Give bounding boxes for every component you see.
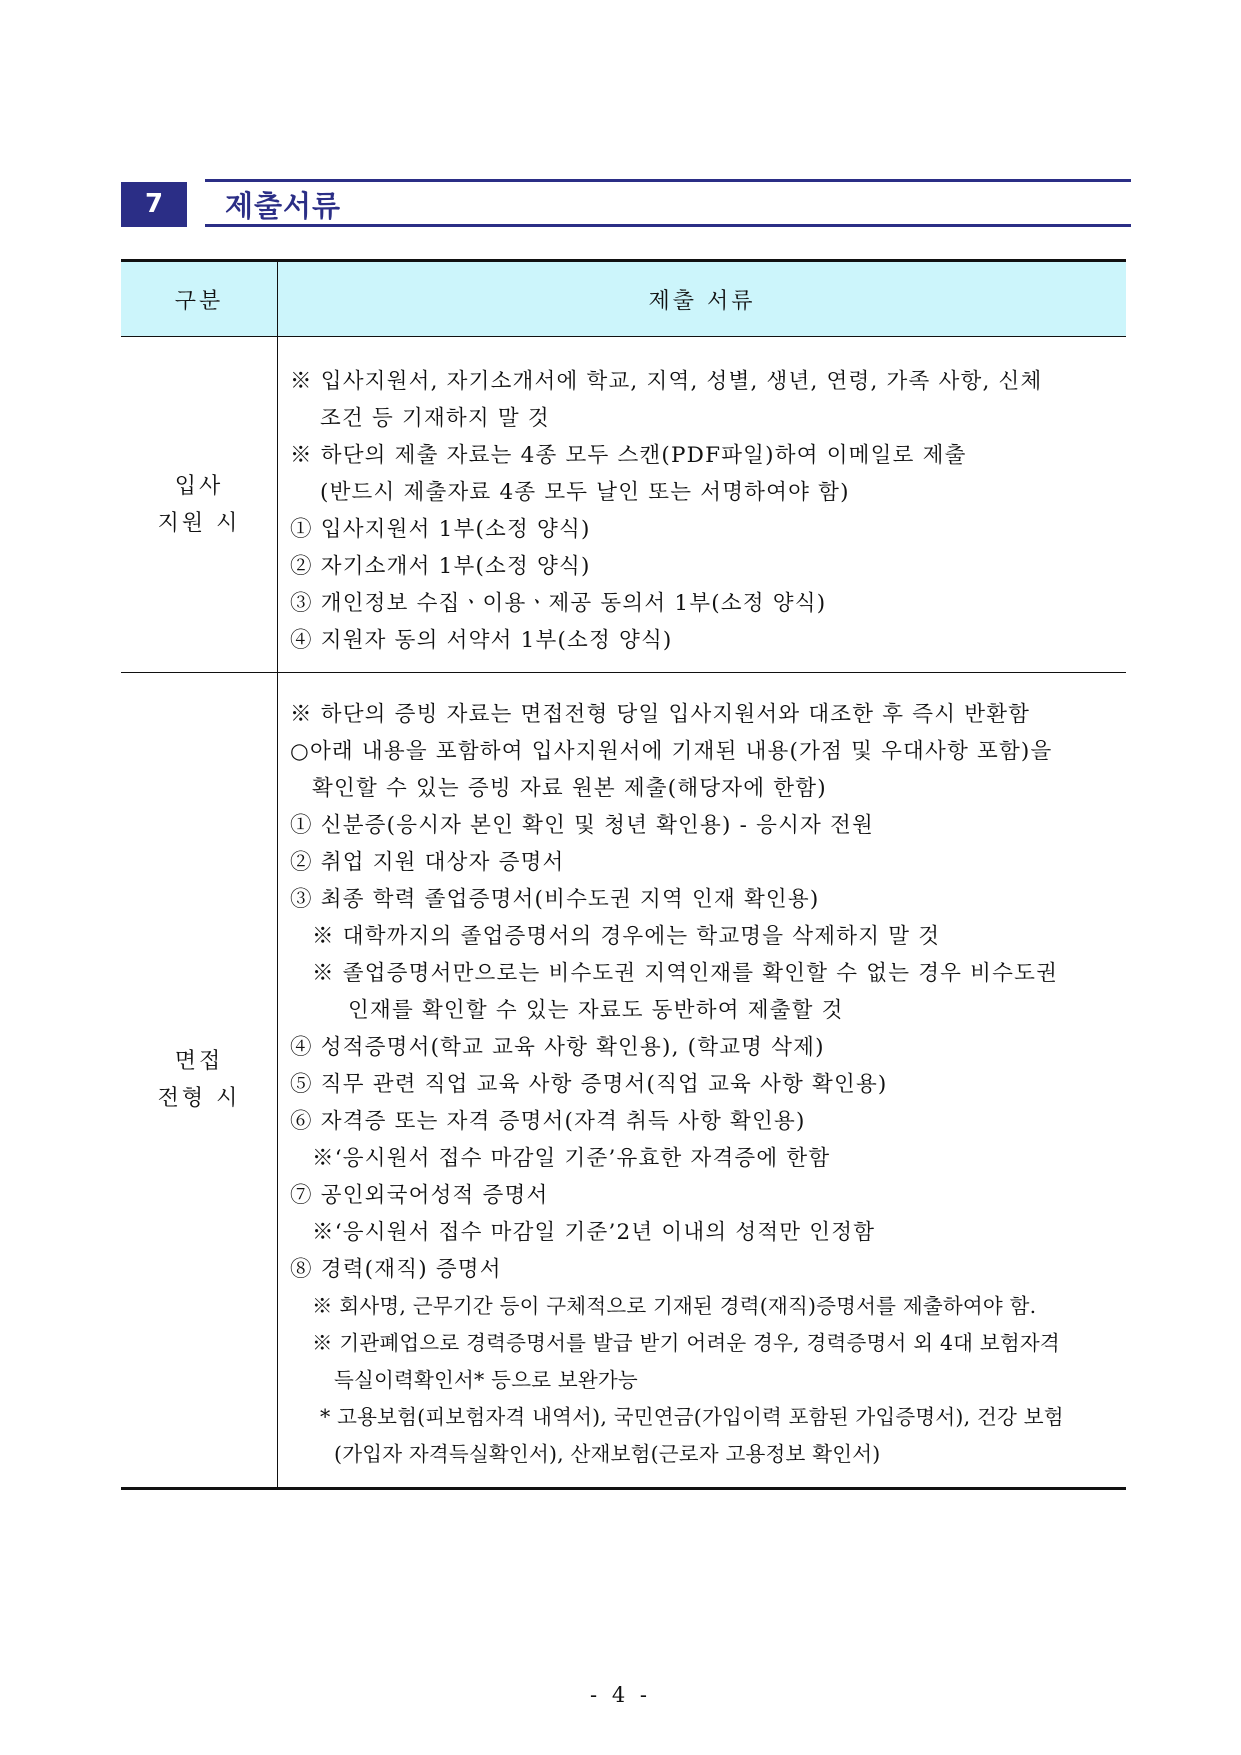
category-line: 지원 시 — [157, 510, 241, 536]
doc-line: ※ 입사지원서, 자기소개서에 학교, 지역, 성별, 생년, 연령, 가족 사항, 신체 — [290, 368, 1043, 394]
category-line: 면접 — [174, 1049, 224, 1074]
doc-line: ※ 하단의 제출 자료는 4종 모두 스캔(PDF파일)하여 이메일로 제출 — [290, 442, 967, 468]
doc-line: 득실이력확인서* 등으로 보완가능 — [334, 1367, 638, 1392]
page-number: - 4 - — [590, 1683, 651, 1707]
documents-application — [278, 337, 1127, 673]
doc-line: ① 신분증(응시자 본인 확인 및 청년 확인용) - 응시자 전원 — [290, 812, 874, 838]
doc-line: ④ 성적증명서(학교 교육 사항 확인용), (학교명 삭제) — [290, 1034, 825, 1060]
doc-line: ※‘응시원서 접수 마감일 기준’2년 이내의 성적만 인정함 — [312, 1219, 876, 1245]
doc-line: ※ 기관폐업으로 경력증명서를 발급 받기 어려운 경우, 경력증명서 외 4대 보험자격 — [312, 1330, 1060, 1355]
category-line: 입사 — [174, 473, 224, 499]
doc-line: * 고용보험(피보험자격 내역서), 국민연금(가입이력 포함된 가입증명서), 건강 보험 — [320, 1404, 1064, 1429]
category-line: 전형 시 — [157, 1086, 241, 1111]
header-documents: 제출 서류 — [278, 261, 1127, 337]
doc-line: (반드시 제출자료 4종 모두 날인 또는 서명하여야 함) — [320, 479, 850, 505]
doc-line: ⑧ 경력(재직) 증명서 — [290, 1256, 502, 1282]
doc-line: ○아래 내용을 포함하여 입사지원서에 기재된 내용(가점 및 우대사항 포함)을 — [290, 738, 1053, 764]
table-row-application — [121, 337, 1126, 673]
doc-line: ③ 개인정보 수집ㆍ이용ㆍ제공 동의서 1부(소정 양식) — [290, 590, 827, 616]
doc-line: ① 입사지원서 1부(소정 양식) — [290, 516, 591, 542]
doc-line: (가입자 자격득실확인서), 산재보험(근로자 고용정보 확인서) — [334, 1441, 881, 1466]
doc-line: ⑦ 공인외국어성적 증명서 — [290, 1182, 549, 1208]
doc-line: ※‘응시원서 접수 마감일 기준’유효한 자격증에 한함 — [312, 1145, 831, 1171]
section-rule-bottom — [205, 224, 1131, 227]
doc-line: ⑥ 자격증 또는 자격 증명서(자격 취득 사항 확인용) — [290, 1108, 806, 1134]
category-interview — [121, 673, 278, 1489]
table-row-interview — [121, 673, 1126, 1489]
doc-line: ※ 회사명, 근무기간 등이 구체적으로 기재된 경력(재직)증명서를 제출하여야 함. — [312, 1293, 1037, 1318]
doc-line: 조건 등 기재하지 말 것 — [320, 405, 550, 431]
section-header — [121, 179, 1131, 227]
doc-line: 인재를 확인할 수 있는 자료도 동반하여 제출할 것 — [348, 997, 844, 1023]
doc-line: ⑤ 직무 관련 직업 교육 사항 증명서(직업 교육 사항 확인용) — [290, 1071, 888, 1097]
doc-line: ② 취업 지원 대상자 증명서 — [290, 849, 565, 875]
doc-line: 확인할 수 있는 증빙 자료 원본 제출(해당자에 한함) — [312, 775, 827, 801]
documents-table — [121, 259, 1126, 1490]
category-application — [121, 337, 278, 673]
section-number: 7 — [121, 182, 187, 227]
documents-interview — [278, 673, 1127, 1489]
doc-line: ④ 지원자 동의 서약서 1부(소정 양식) — [290, 627, 673, 653]
header-category: 구분 — [121, 261, 278, 337]
doc-line: ※ 대학까지의 졸업증명서의 경우에는 학교명을 삭제하지 말 것 — [312, 923, 941, 949]
section-title: 제출서류 — [225, 189, 342, 223]
section-rule-top — [205, 179, 1131, 182]
doc-line: ③ 최종 학력 졸업증명서(비수도권 지역 인재 확인용) — [290, 886, 820, 912]
doc-line: ※ 졸업증명서만으로는 비수도권 지역인재를 확인할 수 없는 경우 비수도권 — [312, 960, 1059, 986]
table-header-row — [121, 261, 1126, 337]
doc-line: ② 자기소개서 1부(소정 양식) — [290, 553, 591, 579]
doc-line: ※ 하단의 증빙 자료는 면접전형 당일 입사지원서와 대조한 후 즉시 반환함 — [290, 701, 1031, 727]
